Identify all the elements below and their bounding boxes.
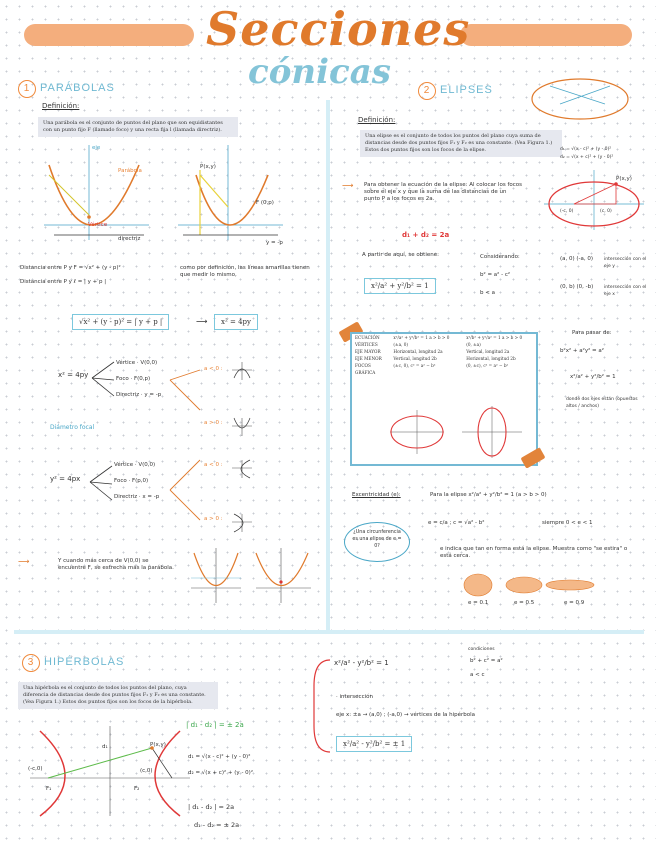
ecc-formula: e = c/a ; c = √a² - b² (428, 520, 485, 526)
parabola-f-label: F (0,p) (256, 200, 274, 206)
elipse-header-figure (530, 74, 630, 124)
ecc-example-ellipses (462, 572, 602, 602)
parabola-curve-label: Parábola (118, 168, 142, 174)
parabola-case-mini-graphs (232, 362, 272, 542)
elipse-sum: d₁ + d₂ = 2a (402, 231, 450, 239)
parabola-case-1: a < 0 : (204, 366, 223, 372)
hiperbola-p-label: P(x,y) (150, 742, 166, 748)
elipses-heading (418, 82, 493, 100)
ecc-example-2: e = 0.5 (514, 600, 535, 606)
parabola-form-2-item-3: Directriz · x = -p (114, 494, 160, 500)
table-cell: FOCOS (355, 363, 371, 368)
hiperbola-figure (30, 726, 190, 816)
diametro-focal-label: Diámetro focal (50, 424, 95, 431)
elipse-vertices-b: (0, b) (0, -b) (560, 284, 594, 290)
hiperbola-inter-label: · intersección (336, 694, 373, 700)
parabola-form-1-item-3: Directriz · y = -p (116, 392, 162, 398)
parabola-neg-label: y = -p (266, 240, 283, 246)
table-cell: (0, ±a) (466, 342, 481, 347)
hiperbola-f2-label: F₂ (134, 786, 140, 792)
parabola-shift-arrow: ⟶ (18, 557, 30, 566)
elipse-from-here: A partir de aquí, se obtiene: (362, 252, 439, 258)
elipse-consider: Considerando: (480, 254, 520, 260)
hiperbola-f1-label: F₁ (46, 786, 52, 792)
parabola-p-label: P(x,y) (200, 164, 216, 170)
parabola-equation-right: x² = 4py (221, 318, 251, 326)
hiperbola-abs-diff: | d₁ - d₂ | = ± 2a (186, 721, 244, 729)
parabola-directriz-label: directriz (118, 236, 141, 242)
hiperbolas-number: 3 (22, 654, 40, 672)
table-cell (390, 369, 463, 376)
table-header-2: x²/b² + y²/a² = 1 a > b > 0 (466, 335, 523, 340)
table-cell: EJE MENOR (355, 356, 382, 361)
page-title: Secciones (206, 2, 471, 56)
header-band-left (24, 24, 194, 46)
table-cell: EJE MAYOR (355, 349, 381, 354)
hiperbolas-definition: Una hipérbola es el conjunto de todos los puntos del plano, cuya diferencia de distancias desde dos puntos fijos F₁ y F₂ es una constante. (Vea Figura 1.) Estos dos puntos fijos son los focos de la hipérbola. (18, 682, 218, 709)
table-cell: VÉRTICES (355, 342, 378, 347)
table-cell: Horizontal, longitud 2a (393, 349, 443, 354)
hiperbola-std-eq: x²/a² - y²/b² = 1 (334, 659, 389, 667)
elipse-distance-1: d₁ = √(x - c)² + (y - 0)² (560, 147, 612, 152)
parabola-equation-box (72, 314, 169, 330)
parabola-note: como por definición, las líneas amarillas tienen que medir lo mismo, (180, 265, 310, 278)
hiperbolas-heading (22, 654, 124, 672)
ecc-example-3: e = 0.9 (564, 600, 585, 606)
parabola-shift-note: Y cuando más cerca de V(0,0) se encuentre F, se estrecha más la parábola. (58, 558, 174, 571)
pasar-eq-1: b²x² + a²y² = a² (560, 348, 604, 354)
header-band-right (460, 24, 632, 46)
parabolas-definition: Una parábola es el conjunto de puntos del plano que son equidistantes con un punto fijo F (llamado foco) y una recta fija l (llamada directriz). (38, 117, 238, 137)
parabola-distance-2: Distancia entre P y ℓ = | y + p | (20, 279, 107, 285)
hiperbola-d1: d₁ = √(x - c)² + (y - 0)² (188, 754, 251, 760)
table-cell: (±c, 0), c² = a² − b² (393, 363, 436, 368)
parabolas-heading-text: PARÁBOLAS (40, 82, 115, 94)
parabola-distance-1: Distancia entre P y F = √x² + (y - p)² (20, 265, 121, 271)
table-cell: Vertical, longitud 2b (393, 356, 437, 361)
parabola-equation-result-box (214, 314, 258, 330)
table-header-0: ECUACIÓN (355, 335, 380, 340)
elipse-standard-equation: x²/a² + y²/b² = 1 (364, 278, 436, 294)
parabola-graph-1 (44, 145, 154, 245)
table-cell (463, 369, 536, 376)
elipse-c1-label: (c, 0) (600, 209, 612, 214)
hiperbola-abs-2: | d₁ - d₂ | = 2a (188, 803, 235, 811)
elipse-vertices-a-note: intersección con el eje y (604, 257, 647, 269)
hiperbola-cond-label: condiciones (468, 647, 495, 652)
hiperbola-d1-label: d₁ (102, 744, 108, 750)
parabolas-number: 1 (18, 80, 36, 98)
hiperbolas-heading-text: HIPÉRBOLAS (44, 656, 125, 668)
parabola-form-2: y² = 4px (50, 475, 81, 483)
elipse-distance-2: d₂ = √(x + c)² + (y - 0)² (560, 155, 614, 160)
table-header-1: x²/a² + y²/b² = 1 a > b > 0 (393, 335, 450, 340)
parabola-case-4: a > 0 : (204, 516, 223, 522)
parabola-case-branches (170, 360, 210, 580)
table-cell: Vertical, longitud 2a (466, 349, 510, 354)
table-cell: GRÁFICA (355, 370, 376, 375)
elipses-number: 2 (418, 82, 436, 100)
elipse-table-card (350, 332, 538, 466)
elipse-table (352, 334, 536, 376)
table-cell: (±a, 0) (393, 342, 409, 347)
parabola-case-3: a < 0 : (204, 462, 223, 468)
ecc-label: Excentricidad (e): (352, 492, 401, 498)
hiperbola-inter-text: eje x: ±a → (a,0) ; (-a,0) → vértices de la hipérbola (336, 712, 476, 718)
parabola-form-2-item-2: Foco · F(p,0) (114, 478, 149, 484)
parabola-vertex-label: Vértice (88, 222, 108, 228)
page-subtitle: cónicas (248, 52, 391, 92)
table-ellipse-graphs (352, 406, 536, 456)
ecc-example-1: e = 0.1 (468, 600, 489, 606)
parabola-form-1-item-1: Vértice · V(0,0) (116, 360, 158, 366)
hiperbola-c1-label: (-c,0) (28, 766, 43, 772)
elipse-steps-arrow: ⟶ (342, 181, 354, 190)
elipses-definition: Una elipse es el conjunto de todos los puntos del plano cuya suma de distancias desde dos puntos fijos F₁ y F₂ es una constante. (Vea Figura 1.) Estos dos puntos fijos son los focos de la elipse. (360, 130, 562, 157)
hiperbola-cond-1: b² + c² = a² (470, 658, 503, 664)
elipses-heading-text: ELIPSES (440, 84, 493, 96)
hiperbola-abs-3: d₁ - d₂ = ± 2a (194, 821, 240, 829)
hiperbola-box-eq: x²/a² - y²/b² = ± 1 (336, 736, 412, 752)
hiperbola-cond-2: a < c (470, 672, 485, 678)
parabola-case-2: a > 0 : (204, 420, 223, 426)
hiperbola-d2: d₂ = √(x + c)² + (y - 0)² (188, 770, 254, 776)
elipses-def-label: Definición: (358, 116, 396, 124)
table-cell: Horizontal, longitud 2b (466, 356, 516, 361)
hiperbola-c2-label: (c,0) (140, 768, 153, 774)
hiperbola-bracket (308, 656, 338, 756)
ecc-text: Para la elipse x²/a² + y²/b² = 1 (a > b > 0) (430, 492, 547, 498)
parabolas-def-label: Definición: (42, 102, 80, 110)
parabolas-heading (18, 80, 115, 98)
parabola-graph-2 (178, 145, 288, 245)
parabola-equation-arrow: ⟶ (196, 317, 208, 326)
elipse-c2-label: (-c, 0) (560, 209, 574, 214)
ecc-range: siempre 0 < e < 1 (542, 520, 593, 526)
pasar-label: Para pasar de: (572, 330, 612, 336)
parabola-equation-left: √x² + (y - p)² = | y + p | (79, 318, 163, 326)
pasar-eq-2: x²/a² + y²/b² = 1 (570, 374, 616, 380)
row-divider (14, 630, 644, 634)
parabola-form-1: x² = 4py (58, 371, 89, 379)
parabola-form-1-item-2: Foco · F(0,p) (116, 376, 151, 382)
elipse-vertices-b-note: intersección con el eje x (604, 285, 647, 297)
parabola-form-2-item-1: Vértice · V(0,0) (114, 462, 156, 468)
elipse-relation-1: b² = a² - c² (480, 272, 511, 278)
elipse-steps: Para obtener la ecuación de la elipse: Al colocar los focos sobre el eje x y que la suma de las distancias de un punto P a los focos es 2a. (364, 182, 522, 202)
parabola-shift-graphs (186, 548, 316, 608)
elipse-p-label: P(x,y) (616, 176, 632, 182)
ecc-bubble: ¿Una circunferencia es una elipse de e = 0? (344, 522, 410, 562)
parabola-axis-label: eje (92, 145, 101, 151)
ecc-shape-note: e indica que tan en forma está la elipse. Muestra como "se estira" o está cerca. (440, 546, 628, 559)
table-cell: (0, ±c), c² = a² − b² (466, 363, 509, 368)
elipse-relation-2: b < a (480, 290, 495, 296)
elipse-vertices-a: (a, 0) (-a, 0) (560, 256, 594, 262)
column-divider (326, 100, 330, 630)
pasar-note: donde dos ejes están (opuestos altos / anchos) (566, 397, 638, 409)
